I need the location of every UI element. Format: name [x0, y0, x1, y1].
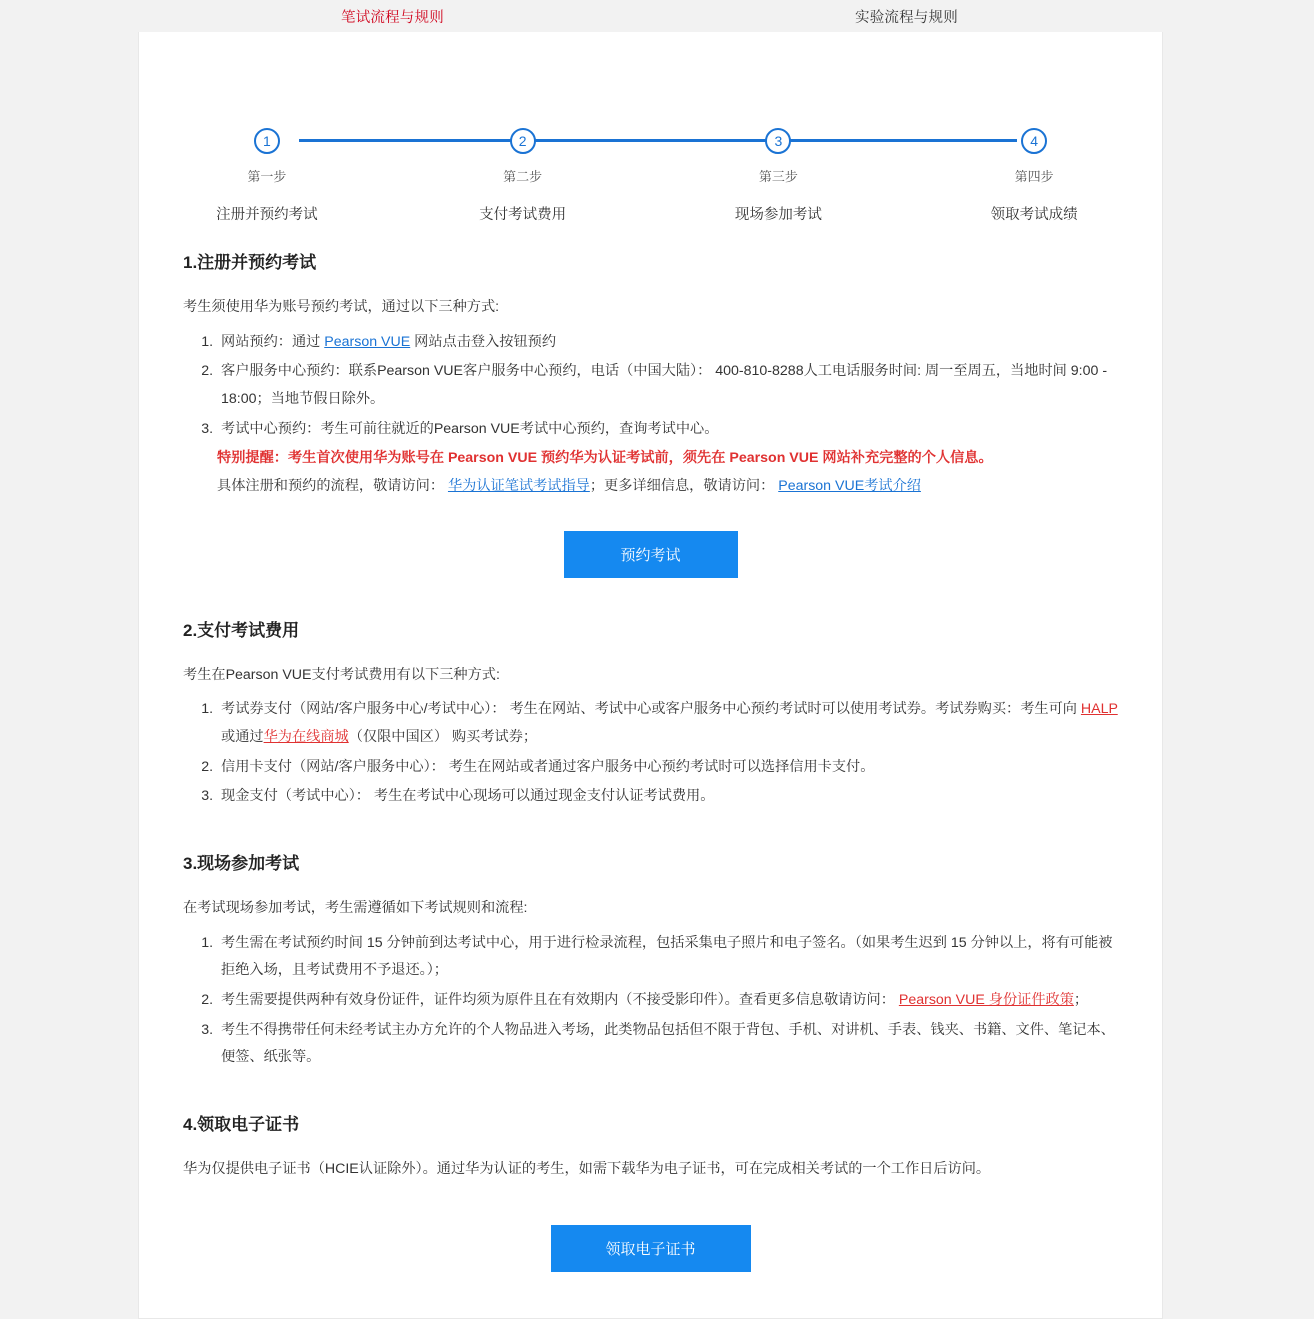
section-4-intro: 华为仅提供电子证书（HCIE认证除外）。通过华为认证的考生，如需下载华为电子证书，可在完成相关考试的一个工作日后访问。 — [183, 1161, 991, 1177]
list-item: 2. 客户服务中心预约：联系Pearson VUE客户服务中心预约，电话（中国大陆）： 400-810-8288人工电话服务时间: 周一至周五，当地时间 9:00 - 18:00；当地节假日除外。 — [217, 358, 1118, 413]
section-1-item1-pre: 网站预约：通过 — [221, 333, 325, 350]
list-item: 1. 考生需在考试预约时间 15 分钟前到达考试中心，用于进行检录流程，包括采集电子照片和电子签名。（如果考生迟到 15 分钟以上，将有可能被拒绝入场，且考试费用不予退还。）； — [217, 930, 1118, 985]
list-item: 2. 信用卡支付（网站/客户服务中心）： 考生在网站或者通过客户服务中心预约考试时可以选择信用卡支付。 — [217, 754, 1118, 782]
section-2-item1-post: （仅限中国区） 购买考试券； — [348, 728, 538, 745]
book-exam-button[interactable]: 预约考试 — [564, 531, 738, 578]
list-item — [217, 696, 1118, 751]
step-2-number: 2 — [510, 128, 536, 154]
step-1 — [139, 84, 395, 224]
section-1-item1-post: 网站点击登入按钮预约 — [410, 333, 557, 350]
section-1-note2-pre: 具体注册和预约的流程，敬请访问： — [217, 478, 448, 494]
step-2-desc: 支付考试费用 — [479, 207, 567, 223]
step-1-desc: 注册并预约考试 — [216, 207, 318, 223]
section-2-item1-pre: 考试券支付（网站/客户服务中心/考试中心）： 考生在网站、考试中心或客户服务中心预约考试时可以使用考试券。考试券购买：考生可向 — [221, 701, 1081, 718]
list-item: 3. 考生不得携带任何未经考试主办方允许的个人物品进入考场，此类物品包括但不限于背包、手机、对讲机、手表、钱夹、书籍、文件、笔记本、便签、纸张等。 — [217, 1017, 1118, 1072]
section-2-item1-mid: 或通过 — [221, 728, 264, 745]
list-item — [217, 329, 1118, 357]
section-3-list — [183, 930, 1118, 1072]
section-3-item2-pre: 考生需要提供两种有效身份证件，证件均须为原件且在有效期内（不接受影印件）。查看更多信息敬请访问： — [221, 991, 899, 1008]
step-1-number: 1 — [254, 128, 280, 154]
section-3-intro: 在考试现场参加考试，考生需遵循如下考试规则和流程: — [183, 900, 528, 916]
id-policy-link[interactable]: Pearson VUE 身份证件政策 — [898, 991, 1074, 1008]
step-3-number: 3 — [765, 128, 791, 154]
step-2-title: 第二步 — [503, 169, 543, 184]
content-card — [138, 32, 1163, 1319]
list-item: 3. 考试中心预约：考生可前往就近的Pearson VUE考试中心预约，查询考试中心。 — [217, 416, 1118, 444]
section-4-title: 4.领取电子证书 — [183, 1115, 300, 1134]
written-exam-guide-link[interactable]: 华为认证笔试考试指导 — [447, 478, 590, 494]
step-4-number: 4 — [1021, 128, 1047, 154]
section-2-title: 2.支付考试费用 — [183, 620, 300, 640]
tab-lab-exam[interactable]: 实验流程与规则 — [855, 10, 958, 26]
section-1-special-note: 特别提醒：考生首次使用华为账号在 Pearson VUE 预约华为认证考试前，须先在 Pearson VUE 网站补充完整的个人信息。 — [217, 450, 993, 467]
section-3-title: 3.现场参加考试 — [183, 854, 300, 873]
book-exam-button-wrap — [183, 531, 1118, 578]
section-2-list — [183, 696, 1118, 811]
step-4 — [906, 84, 1162, 224]
step-3-title: 第三步 — [758, 169, 798, 184]
pearson-vue-intro-link[interactable]: Pearson VUE考试介绍 — [778, 478, 921, 494]
section-2-intro: 考生在Pearson VUE支付考试费用有以下三种方式: — [183, 666, 500, 683]
card-body — [139, 204, 1162, 1318]
section-1-guide-note — [217, 473, 1118, 501]
halp-link[interactable]: HALP — [1080, 701, 1118, 718]
list-item: 3. 现金支付（考试中心）： 考生在考试中心现场可以通过现金支付认证考试费用。 — [217, 783, 1118, 811]
step-2 — [395, 84, 651, 224]
stepper — [139, 84, 1162, 223]
section-1-note2-mid: ；更多详细信息，敬请访问： — [589, 478, 779, 494]
list-item — [217, 987, 1118, 1015]
section-1-intro: 考生须使用华为账号预约考试，通过以下三种方式: — [183, 299, 500, 315]
get-certificate-button[interactable]: 领取电子证书 — [551, 1225, 751, 1272]
step-3 — [651, 84, 907, 224]
pearson-vue-link[interactable]: Pearson VUE — [324, 333, 411, 350]
step-4-desc: 领取考试成绩 — [990, 207, 1078, 223]
tab-written-exam[interactable]: 笔试流程与规则 — [341, 10, 444, 26]
step-4-title: 第四步 — [1014, 169, 1054, 184]
section-1-list — [183, 329, 1118, 444]
section-3-item2-post: ； — [1073, 991, 1089, 1008]
get-certificate-button-wrap — [183, 1225, 1118, 1272]
tab-bar — [0, 0, 1314, 32]
huawei-online-store-link[interactable]: 华为在线商城 — [263, 728, 349, 745]
step-1-title: 第一步 — [247, 169, 287, 184]
section-1-title: 1.注册并预约考试 — [183, 253, 317, 272]
step-3-desc: 现场参加考试 — [734, 207, 822, 223]
